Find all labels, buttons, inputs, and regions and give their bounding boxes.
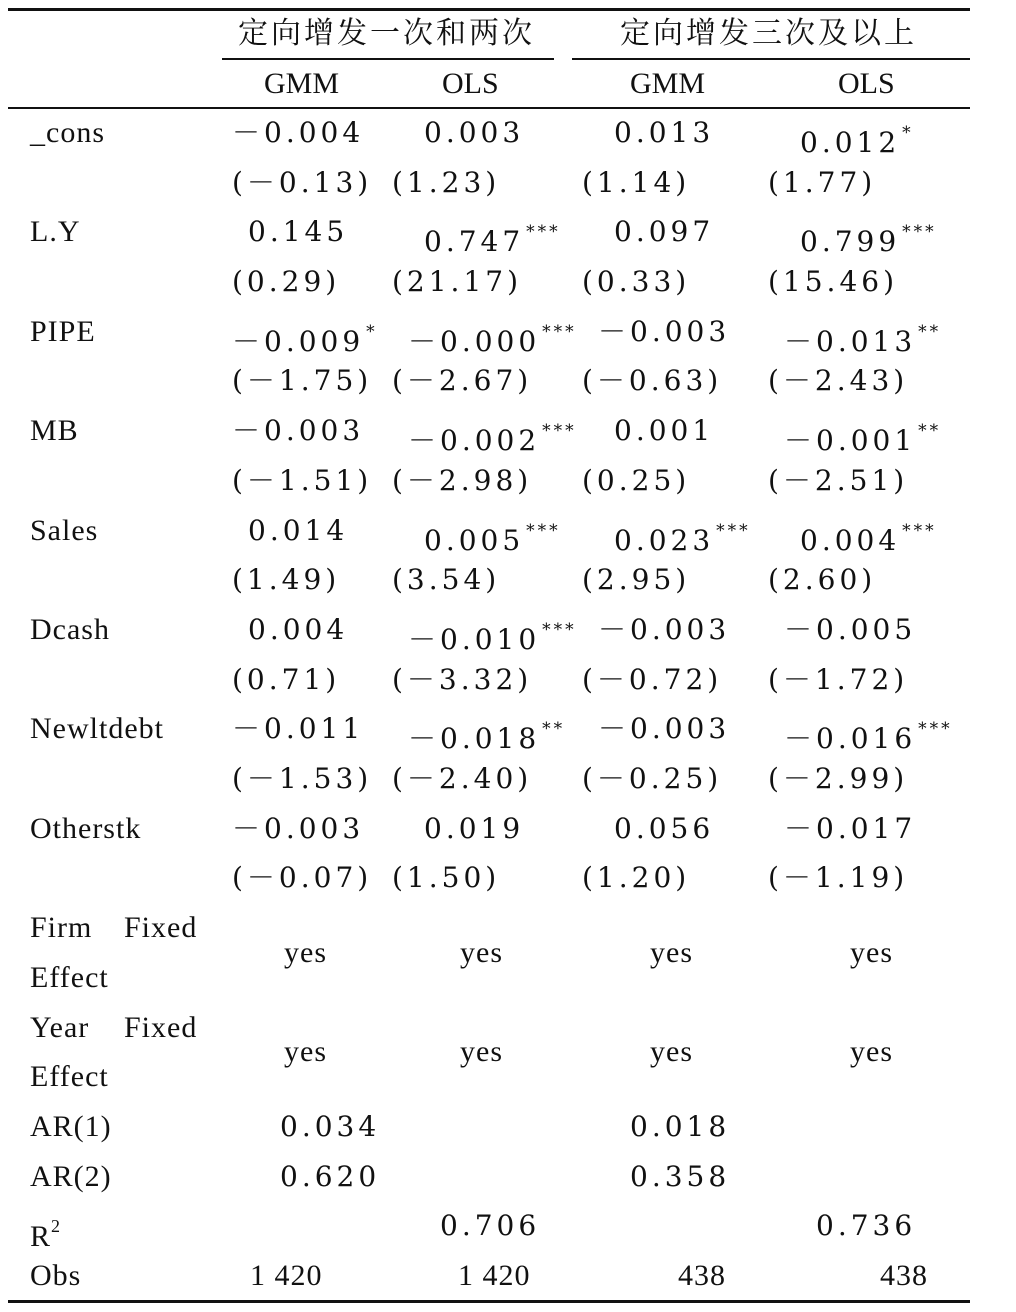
- coef-cell-text: －0.004: [232, 116, 365, 149]
- tstat-cell-text: (－2.51): [768, 463, 909, 497]
- row-label-text: _cons: [30, 116, 105, 149]
- coef-cell: [424, 113, 524, 153]
- coef-cell: [800, 511, 937, 557]
- fixed-effect-value-text: yes: [460, 935, 503, 969]
- group-2-underline: [572, 58, 970, 60]
- tstat-cell: [582, 262, 690, 302]
- tstat-cell: [768, 361, 908, 401]
- significance-stars: **: [542, 719, 566, 740]
- coef-cell-text: 0.023: [614, 523, 715, 557]
- coef-cell-text: －0.000: [408, 324, 541, 358]
- row-label-text: PIPE: [30, 314, 96, 348]
- tstat-cell: [392, 262, 522, 302]
- stat-value-text: 0.018: [630, 1110, 731, 1143]
- tstat-cell: [582, 660, 722, 700]
- coef-cell-text: 0.013: [614, 116, 715, 149]
- tstat-cell-text: (－2.67): [392, 364, 533, 398]
- coef-cell: [800, 113, 914, 159]
- fixed-effect-label-word2: [124, 908, 197, 948]
- coef-cell: [424, 809, 524, 849]
- coef-cell-text: 0.012: [800, 126, 901, 159]
- coef-cell: [248, 511, 348, 551]
- tstat-cell: [768, 759, 908, 799]
- significance-stars: ***: [542, 321, 577, 342]
- row-label-text: Newltdebt: [30, 712, 164, 746]
- coef-cell-text: －0.003: [232, 414, 365, 448]
- stat-value-text: 438: [678, 1258, 726, 1292]
- stat-value: [880, 1256, 928, 1296]
- fixed-effect-value-text: yes: [284, 1035, 327, 1069]
- row-label-text: L.Y: [30, 215, 81, 249]
- fixed-effect-value-text: yes: [850, 1035, 893, 1069]
- coef-cell: [614, 511, 751, 557]
- significance-stars: ***: [716, 520, 751, 541]
- fixed-effect-value: [650, 933, 693, 973]
- group-header-1: 定向增发一次和两次: [238, 16, 535, 51]
- coef-cell: [784, 809, 916, 849]
- row-label: [30, 610, 110, 650]
- tstat-cell-text: (3.54): [392, 563, 501, 597]
- stat-label-text: AR(1): [30, 1110, 112, 1143]
- tstat-cell-text: (21.17): [392, 264, 523, 298]
- stat-label-text: R: [30, 1220, 52, 1253]
- tstat-cell: [768, 163, 876, 203]
- tstat-cell-text: (1.77): [768, 165, 877, 199]
- tstat-cell: [768, 660, 908, 700]
- coef-cell-text: －0.003: [598, 613, 731, 646]
- fixed-effect-label-word1: [30, 908, 92, 948]
- fixed-effect-value: [850, 1032, 893, 1072]
- coef-cell-text: 0.799: [800, 225, 901, 259]
- tstat-cell: [768, 262, 898, 302]
- fixed-effect-value: [284, 933, 327, 973]
- coef-cell-text: 0.001: [614, 414, 715, 448]
- coef-cell: [614, 411, 714, 451]
- tstat-cell: [232, 262, 340, 302]
- stat-value: [280, 1157, 380, 1197]
- fixed-effect-value: [850, 933, 893, 973]
- significance-stars: ***: [526, 222, 561, 243]
- top-rule: [8, 8, 970, 11]
- stat-label-text: Obs: [30, 1258, 82, 1292]
- row-label: [30, 809, 141, 849]
- tstat-cell: [582, 858, 690, 898]
- stat-value: [678, 1256, 726, 1296]
- row-label: [30, 113, 105, 153]
- tstat-cell-text: (－1.75): [232, 364, 373, 398]
- coef-cell-text: 0.004: [800, 523, 901, 557]
- tstat-cell-text: (2.95): [582, 563, 691, 597]
- stat-value: [630, 1157, 730, 1197]
- row-label-text: Sales: [30, 513, 99, 547]
- col-header-ols-2: OLS: [838, 67, 895, 100]
- row-label: [30, 709, 164, 749]
- coef-cell: [232, 113, 364, 153]
- coef-cell-text: 0.056: [614, 811, 715, 845]
- significance-stars: ***: [918, 719, 953, 740]
- tstat-cell: [392, 759, 532, 799]
- fixed-effect-value: [284, 1032, 327, 1072]
- stat-label: [30, 1256, 81, 1296]
- coef-cell: [784, 709, 953, 756]
- coef-cell-text: －0.010: [408, 623, 541, 656]
- tstat-cell-text: (0.71): [232, 662, 341, 696]
- tstat-cell: [392, 560, 500, 600]
- tstat-cell: [232, 858, 372, 898]
- row-label: [30, 312, 96, 352]
- coef-cell: [408, 709, 566, 756]
- significance-stars: ***: [902, 222, 937, 243]
- fixed-effect-label-word2-text: Fixed: [124, 1010, 198, 1044]
- tstat-cell-text: (－1.19): [768, 861, 909, 895]
- tstat-cell: [392, 361, 532, 401]
- fixed-effect-label-word1-text: Year: [30, 1010, 90, 1044]
- coef-cell-text: －0.016: [784, 722, 917, 756]
- tstat-cell-text: (－0.07): [232, 861, 373, 895]
- superscript: 2: [51, 1216, 62, 1236]
- coef-cell-text: －0.003: [232, 811, 365, 845]
- significance-stars: ***: [542, 620, 577, 640]
- coef-cell-text: 0.005: [424, 523, 525, 557]
- group-1-underline: [222, 58, 554, 60]
- tstat-cell-text: (－1.72): [768, 662, 909, 696]
- col-header-ols-1: OLS: [442, 67, 499, 100]
- stat-label: [30, 1206, 62, 1253]
- col-header-gmm-2: GMM: [630, 67, 706, 100]
- coef-cell-text: －0.011: [232, 712, 365, 746]
- coef-cell: [408, 312, 577, 358]
- fixed-effect-value: [650, 1032, 693, 1072]
- tstat-cell: [392, 858, 500, 898]
- row-label: [30, 212, 81, 252]
- fixed-effect-label-word1: [30, 1008, 89, 1048]
- coef-cell: [232, 312, 378, 358]
- coef-cell-text: －0.003: [598, 314, 731, 348]
- fixed-effect-label-word1-text: Firm: [30, 911, 93, 945]
- tstat-cell-text: (－3.32): [392, 662, 533, 696]
- coef-cell: [408, 411, 577, 458]
- tstat-cell-text: (1.20): [582, 861, 691, 895]
- tstat-cell: [232, 361, 372, 401]
- coef-cell: [800, 212, 937, 259]
- tstat-cell-text: (－2.43): [768, 364, 909, 398]
- coef-cell: [424, 212, 561, 259]
- stat-value: [250, 1256, 323, 1296]
- coef-cell-text: －0.005: [784, 613, 917, 646]
- fixed-effect-value-text: yes: [650, 935, 693, 969]
- coef-cell: [598, 709, 730, 749]
- fixed-effect-value-text: yes: [460, 1035, 503, 1069]
- coef-cell: [248, 610, 348, 650]
- tstat-cell-text: (0.29): [232, 264, 341, 298]
- significance-stars: ***: [902, 520, 937, 541]
- tstat-cell: [232, 759, 372, 799]
- tstat-cell-text: (1.23): [392, 165, 501, 199]
- coef-cell-text: －0.003: [598, 712, 731, 746]
- tstat-cell: [768, 560, 876, 600]
- coef-cell-text: －0.009: [232, 324, 365, 358]
- stat-value: [458, 1256, 531, 1296]
- coef-cell: [614, 809, 714, 849]
- fixed-effect-label-word2: [124, 1008, 197, 1048]
- fixed-effect-value-text: yes: [850, 935, 893, 969]
- fixed-effect-label-word2-text: Fixed: [124, 911, 198, 945]
- tstat-cell: [232, 461, 372, 501]
- tstat-cell-text: (－1.51): [232, 463, 373, 497]
- tstat-cell-text: (－2.98): [392, 463, 533, 497]
- tstat-cell-text: (－0.13): [232, 165, 373, 199]
- bottom-rule: [8, 1300, 970, 1303]
- significance-stars: **: [918, 421, 942, 442]
- tstat-cell-text: (0.33): [582, 264, 691, 298]
- significance-stars: *: [902, 123, 914, 143]
- coef-cell: [784, 312, 942, 358]
- stat-value-text: 0.620: [280, 1159, 381, 1193]
- tstat-cell: [768, 461, 908, 501]
- stat-value-text: 1 420: [250, 1258, 323, 1292]
- tstat-cell-text: (1.50): [392, 861, 501, 895]
- fixed-effect-label-word3-text: Effect: [30, 960, 109, 994]
- row-label-text: Otherstk: [30, 811, 142, 845]
- row-label-text: MB: [30, 414, 79, 448]
- tstat-cell: [232, 660, 340, 700]
- tstat-cell-text: (－0.72): [582, 662, 723, 696]
- significance-stars: ***: [526, 520, 561, 541]
- coef-cell-text: －0.013: [784, 324, 917, 358]
- group-header-2: 定向增发三次及以上: [620, 16, 917, 51]
- tstat-cell-text: (1.14): [582, 165, 691, 199]
- stat-value-text: 1 420: [458, 1258, 531, 1292]
- stat-value: [816, 1206, 916, 1246]
- tstat-cell-text: (－1.53): [232, 761, 373, 795]
- coef-cell-text: －0.001: [784, 424, 917, 458]
- coef-cell: [784, 411, 942, 458]
- coef-cell: [408, 610, 577, 656]
- fixed-effect-value-text: yes: [650, 1035, 693, 1069]
- tstat-cell: [768, 858, 908, 898]
- coef-cell: [248, 212, 348, 252]
- tstat-cell-text: (－2.40): [392, 761, 533, 795]
- stat-value-text: 0.736: [816, 1209, 917, 1242]
- tstat-cell: [582, 163, 690, 203]
- tstat-cell: [582, 361, 722, 401]
- coef-cell-text: 0.019: [424, 811, 525, 845]
- coef-cell: [232, 809, 364, 849]
- stat-value-text: 438: [880, 1258, 928, 1292]
- tstat-cell: [582, 759, 722, 799]
- stat-value: [630, 1107, 730, 1147]
- coef-cell-text: －0.002: [408, 424, 541, 458]
- coef-cell-text: 0.747: [424, 225, 525, 259]
- tstat-cell-text: (－0.25): [582, 761, 723, 795]
- tstat-cell-text: (－0.63): [582, 364, 723, 398]
- coef-cell-text: －0.017: [784, 811, 917, 845]
- col-header-gmm-1: GMM: [264, 67, 340, 100]
- tstat-cell: [392, 461, 532, 501]
- stat-value-text: 0.358: [630, 1159, 731, 1193]
- coef-cell: [424, 511, 561, 557]
- fixed-effect-value-text: yes: [284, 935, 327, 969]
- coef-cell-text: 0.097: [614, 215, 715, 249]
- tstat-cell: [232, 560, 340, 600]
- coef-cell: [232, 709, 364, 749]
- tstat-cell: [232, 163, 372, 203]
- coef-cell-text: －0.018: [408, 722, 541, 756]
- coef-cell-text: 0.004: [248, 613, 349, 646]
- coef-cell: [784, 610, 916, 650]
- stat-value: [280, 1107, 380, 1147]
- significance-stars: *: [366, 321, 378, 342]
- header-rule: [8, 107, 970, 109]
- significance-stars: ***: [542, 421, 577, 442]
- fixed-effect-label-word3-text: Effect: [30, 1060, 109, 1094]
- tstat-cell: [582, 461, 690, 501]
- stat-label-text: AR(2): [30, 1159, 112, 1193]
- coef-cell: [232, 411, 364, 451]
- tstat-cell-text: (1.49): [232, 563, 341, 597]
- stat-value: [440, 1206, 540, 1246]
- fixed-effect-label-word3: [30, 958, 109, 998]
- stat-value-text: 0.706: [440, 1209, 541, 1242]
- row-label: [30, 411, 79, 451]
- row-label: [30, 511, 98, 551]
- tstat-cell-text: (2.60): [768, 563, 877, 597]
- tstat-cell: [582, 560, 690, 600]
- fixed-effect-value: [460, 1032, 503, 1072]
- stat-label: [30, 1107, 112, 1147]
- tstat-cell-text: (15.46): [768, 264, 899, 298]
- tstat-cell-text: (0.25): [582, 463, 691, 497]
- row-label-text: Dcash: [30, 613, 110, 646]
- coef-cell: [614, 212, 714, 252]
- stat-label: [30, 1157, 112, 1197]
- coef-cell-text: 0.014: [248, 513, 349, 547]
- tstat-cell: [392, 163, 500, 203]
- stat-value-text: 0.034: [280, 1110, 381, 1143]
- coef-cell: [598, 610, 730, 650]
- fixed-effect-label-word3: [30, 1057, 109, 1097]
- coef-cell: [614, 113, 714, 153]
- coef-cell-text: 0.145: [248, 215, 349, 249]
- coef-cell-text: 0.003: [424, 116, 525, 149]
- tstat-cell-text: (－2.99): [768, 761, 909, 795]
- tstat-cell: [392, 660, 532, 700]
- coef-cell: [598, 312, 730, 352]
- fixed-effect-value: [460, 933, 503, 973]
- significance-stars: **: [918, 321, 942, 342]
